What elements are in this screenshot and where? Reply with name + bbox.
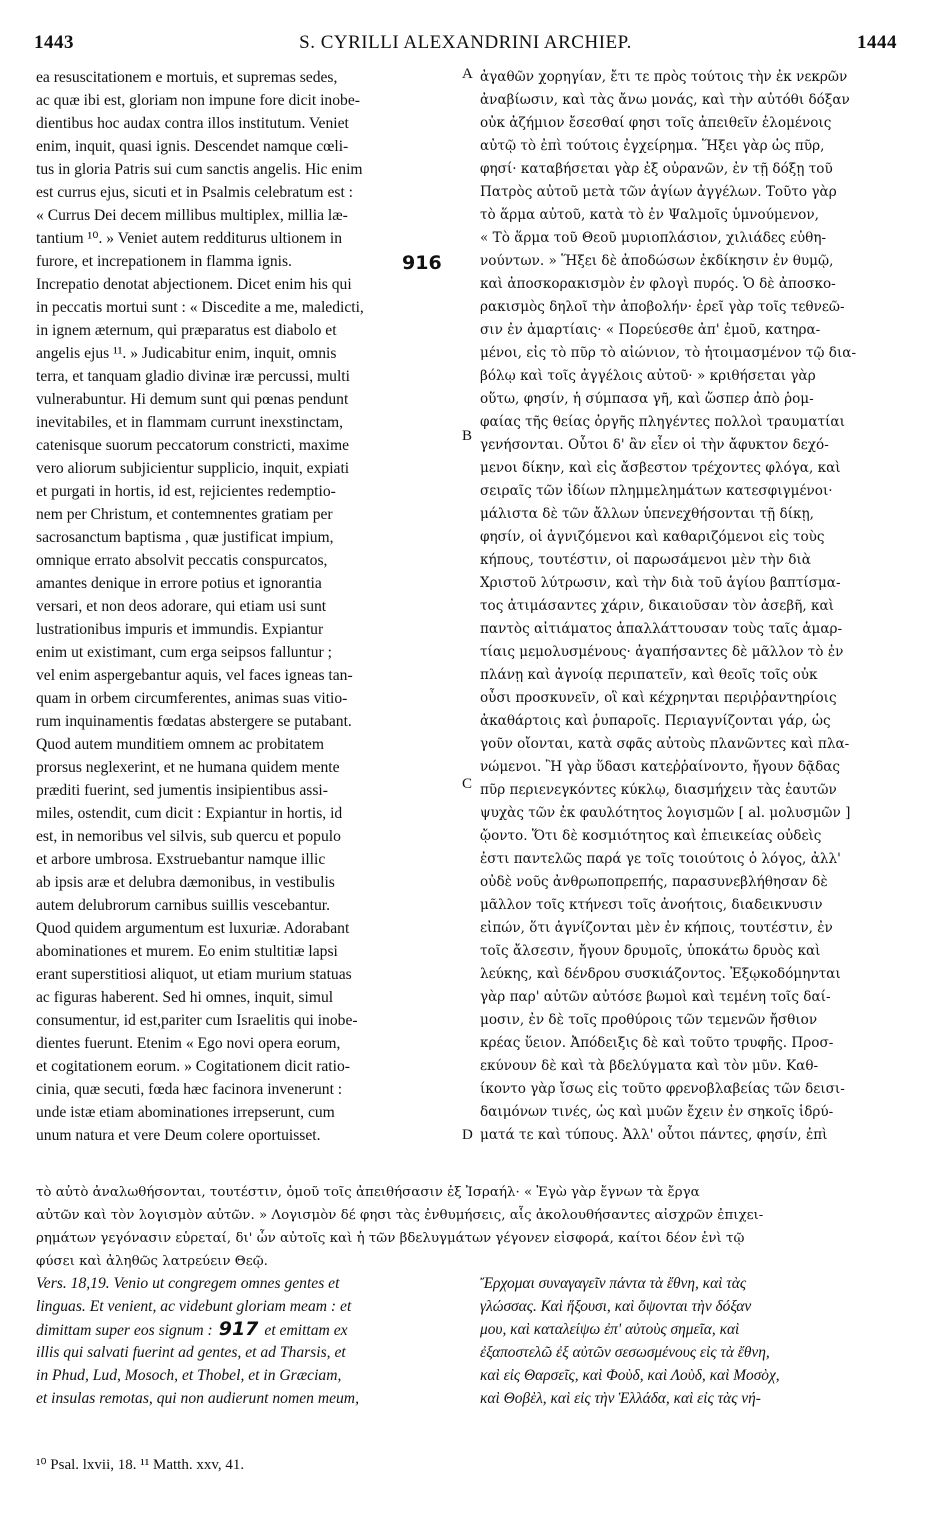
latin-text-line: ac figuras haberent. Sed hi omnes, inquit, simul [36,989,334,1006]
latin-text-line: catenisque suorum peccatorum constricti, maxime [36,437,350,454]
greek-full-line: φύσει καὶ ἀληθῶς λατρεύειν Θεῷ. [36,1254,268,1269]
greek-text-line: φαίας τῆς θείας ὀργῆς πληγέντες πολλοὶ τραυματίαι [480,414,845,430]
greek-text-line: παντὸς αἰτιάματος ἀπαλλάττουσαν τοὺς ταῖς ἁμαρ- [480,621,843,637]
greek-text-line: οὐκ ἀζήμιον ἔσεσθαί φησι τοῖς ἀπειθεῖν ἑλομένοις [480,115,832,131]
greek-text-line: νούντων. » Ἥξει δὲ ἀποδώσων ἐκδίκησιν ἐν θυμῷ, [480,253,834,269]
greek-text-line: εἰπών, ὅτι ἁγνίζονται μὲν ἐν κήποις, τουτέστιν, ἐν [480,920,833,936]
latin-text-line: vero aliorum subjicientur supplicio, inquit, expiati [36,460,350,477]
greek-text-line: τὸ ἅρμα αὐτοῦ, κατὰ τὸ ἐν Ψαλμοῖς ὑμνούμενον, [480,207,819,223]
latin-text-line: Increpatio denotat abjectionem. Dicet enim his qui [36,276,352,293]
latin-text-line: tus in gloria Patris sui cum sanctis angelis. Hic enim [36,161,363,178]
greek-text-line: οὐδὲ νοῦς ἀνθρωποπρεπής, παρασυνεβλήθησαν δὲ [480,874,828,890]
latin-text-line: versari, et non deos adorare, qui etiam usi sunt [36,598,327,615]
column-number-916: 916 [402,252,442,274]
greek-text-line: σιν ἐν ἁμαρτίαις· « Πορεύεσθε ἀπ' ἐμοῦ, κατηρα- [480,322,821,338]
latin-text-line: vulnerabuntur. Hi demum sunt qui pœnas pendunt [36,391,349,408]
latin-text-line: præditi fuerint, sed jumentis insipientibus assi- [36,782,328,799]
greek-full-width-block [36,1181,898,1273]
verse-greek-line: καὶ εἰς Θαρσεῖς, καὶ Φοὺδ, καὶ Λοὺδ, καὶ Μοσὸχ, [480,1367,780,1384]
latin-text-line: in peccatis mortui sunt : « Discedite a me, maledicti, [36,299,364,316]
latin-text-line: furore, et increpationem in flamma ignis. [36,253,292,270]
latin-text-line: prorsus neglexerint, et ne humana quidem mente [36,759,340,776]
greek-text-line: γὰρ παρ' αὐτῶν αὐτόσε βωμοὶ καὶ τεμένη τοῖς δαί- [480,989,831,1005]
greek-text-line: ρακισμὸς δηλοῖ τὴν ἀποβολήν· ἐρεῖ γὰρ τοῖς τεθνεῶ- [480,299,845,315]
greek-text-line: εκύνουν δὲ καὶ τὰ βδελύγματα καὶ τὸν μῦν. Καθ- [480,1058,819,1074]
greek-text-line: ίκοντο γὰρ ἴσως εἰς τοῦτο φρενοβλαβείας τῶν δεισι- [480,1081,845,1097]
column-number-917: 917 [218,1318,259,1340]
greek-text-line: μάλιστα δὲ τῶν ἄλλων ὑπενεχθήσονται τῇ δίκῃ, [480,506,814,522]
margin-marker-a: A [462,66,473,82]
latin-column [36,66,458,1147]
latin-text-line: ac quæ ibi est, gloriam non impune fore dicit inobe- [36,92,360,109]
latin-text-line: cinia, quæ secuti, fœda hæc facinora invenerunt : [36,1081,343,1098]
greek-text-line: ἐστι παντελῶς παρά γε τοῖς τοιούτοις ὁ λόγος, ἀλλ' [480,851,841,867]
greek-text-line: αὐτῷ τὸ ἐπὶ τούτοις ἐγχείρημα. Ἥξει γὰρ ὡς πῦρ, [480,138,825,154]
greek-text-line: μᾶλλον τοῖς κτήνεσι τοῖς ἀνοήτοις, διαδεικνυσιν [480,897,823,913]
greek-column [480,66,898,1147]
latin-text-line: inevitabiles, et in flammam currunt inexstinctam, [36,414,344,431]
latin-text-line: tantium ¹⁰. » Veniet autem redditurus ultionem in [36,230,343,247]
greek-text-line: κρέας ὕειον. Ἀπόδειξις δὲ καὶ τοῦτο τρυφῆς. Προσ- [480,1035,834,1051]
greek-text-line: ψυχὰς τῶν ἐκ φαυλότητος λογισμῶν [ al. μολυσμῶν ] [480,805,851,821]
greek-text-line: τος ἀτιμάσαντες χάριν, δικαιοῦσαν τὸν ἀσεβῆ, καὶ [480,598,835,614]
latin-text-line: vel enim aspergebantur aquis, vel faces igneas tan- [36,667,353,684]
greek-text-line: Χριστοῦ λύτρωσιν, καὶ τὴν διὰ τοῦ ἁγίου βαπτίσμα- [480,575,841,591]
latin-text-line: consumentur, id est,pariter cum Israelitis qui inobe- [36,1012,358,1029]
greek-text-line: γοῦν οἴονται, κατὰ σφᾶς αὐτοὺς πλανῶντες καὶ πλα- [480,736,850,752]
verse-latin-line: in Phud, Lud, Mosoch, et Thobel, et in Græciam, [36,1367,342,1384]
greek-full-line: αὐτῶν καὶ τὸν λογισμὸν αὐτῶν. » Λογισμὸν δέ φησι τὰς ἐνθυμήσεις, αἷς ἀκολουθήσαντες αἰσχρῶν ἐπιχει- [36,1208,764,1223]
verse-greek-line: καὶ Θοβὲλ, καὶ εἰς τὴν Ἑλλάδα, καὶ εἰς τὰς νή- [480,1390,761,1407]
greek-text-line: Πατρὸς αὐτοῦ μετὰ τῶν ἁγίων ἀγγέλων. Τοῦτο γὰρ [480,184,837,200]
latin-text-line: quam in orbem circumferentes, animas suas vitio- [36,690,348,707]
page-number-left: 1443 [34,32,74,53]
latin-text-line: dientibus hoc audax contra illos institutum. Veniet [36,115,349,132]
latin-text-line: dientes fuerunt. Etenim « Ego novi opera eorum, [36,1035,341,1052]
latin-text-line: enim, inquit, quasi ignis. Descendet namque cœli- [36,138,349,155]
verse-latin-line: illis qui salvati fuerint ad gentes, et ad Tharsis, et [36,1344,346,1361]
greek-full-line: τὸ αὐτὸ ἀναλωθήσονται, τουτέστιν, ὁμοῦ τοῖς ἀπειθήσασιν ἐξ Ἰσραήλ· « Ἐγὼ γὰρ ἔγνων τὰ ἔργα [36,1185,700,1200]
footnotes: ¹⁰ Psal. lxvii, 18. ¹¹ Matth. xxv, 41. [36,1457,245,1473]
greek-text-line: λεύκης, καὶ δένδρου συσκιάζοντος. Ἐξῳκοδόμηνται [480,966,841,982]
greek-text-line: πῦρ περιενεγκόντες κύκλῳ, διασμήχειν τὰς ἑαυτῶν [480,782,837,798]
latin-text-line: enim ut existimant, cum erga seipsos falluntur ; [36,644,332,661]
latin-text-line: in ignem æternum, qui præparatus est diabolo et [36,322,337,339]
latin-text-line: et purgati in hortis, id est, rejicientes redemptio- [36,483,336,500]
greek-text-line: φησίν, οἱ ἁγνιζόμενοι καὶ καθαριζόμενοι εἰς τοὺς [480,529,825,545]
latin-text-line: omnique errato absolvit peccatis conspurcatos, [36,552,328,569]
verse-greek-line: Ἔρχομαι συναγαγεῖν πάντα τὰ ἔθνη, καὶ τὰς [480,1275,747,1292]
greek-text-line: οὖσι προσκυνεῖν, οἳ καὶ κέχρηνται περιῤῥαντηρίοις [480,690,837,706]
greek-text-line: μένοι, εἰς τὸ πῦρ τὸ αἰώνιον, τὸ ἡτοιμασμένον τῷ δια- [480,345,857,361]
latin-text-line: est, in nemoribus vel silvis, sub quercu et populo [36,828,341,845]
latin-text-line: ab ipsis aræ et delubra dæmonibus, in vestibulis [36,874,335,891]
latin-text-line: erant superstitiosi aliquot, ut etiam murium statuas [36,966,352,983]
latin-text-line: terra, et tanquam gladio divinæ iræ percussi, multi [36,368,350,385]
verse-latin-line: et insulas remotas, qui non audierunt nomen meum, [36,1390,359,1407]
verse-greek-line: ἐξαποστελῶ ἐξ αὐτῶν σεσωσμένους εἰς τὰ ἔθνη, [480,1344,770,1361]
greek-text-line: μοσιν, ἐν δὲ τοῖς προθύροις τῶν τεμενῶν ἤσθιον [480,1012,818,1028]
margin-marker-b: B [462,428,473,444]
verse-latin-continuation: et emittam ex [264,1322,348,1339]
running-header [34,32,897,58]
greek-text-line: δαιμόνων τινές, ὡς καὶ μυῶν ἔχειν ἐν σηκοῖς ἱδρύ- [480,1104,834,1120]
greek-text-line: γενήσονται. Οὗτοι δ' ἂν εἶεν οἱ τὴν ἄφυκτον δεχό- [480,437,829,453]
greek-text-line: καὶ ἀποσκορακισμὸν ἐν φλογὶ πυρός. Ὁ δὲ ἀποσκο- [480,276,836,292]
verse-latin-block [36,1272,454,1410]
greek-text-line: οὕτω, φησίν, ἡ σύμπασα γῆ, καὶ ὥσπερ ἀπὸ ῥομ- [480,391,814,407]
greek-text-line: σειραῖς τῶν ἰδίων πλημμελημάτων κατεσφιγμένοι· [480,483,833,499]
latin-text-line: nem per Christum, et contemnentes gratiam per [36,506,333,523]
verse-latin-line: linguas. Et venient, ac videbunt gloriam meam : et [36,1298,352,1315]
running-title: S. CYRILLI ALEXANDRINI ARCHIEP. [299,32,632,53]
latin-text-line: est currus ejus, sicuti et in Psalmis celebratum est : [36,184,354,201]
greek-text-line: πλάνῃ καὶ ἀγνοίᾳ περιπατεῖν, καὶ θεοῖς τοῖς οὐκ [480,667,818,683]
latin-text-line: unde istæ etiam abominationes irrepserunt, cum [36,1104,335,1121]
verse-greek-line: μου, καὶ καταλείψω ἐπ' αὐτοὺς σημεῖα, καὶ [480,1321,740,1338]
latin-text-line: amantes denique in errore potius et ignorantia [36,575,322,592]
latin-text-line: rum inquinamentis fœdatas abstergere se putabant. [36,713,352,730]
greek-text-line: νώμενοι. Ἢ γὰρ ὕδασι κατεῤῥαίνοντο, ἤγουν δᾷδας [480,759,841,775]
latin-text-line: et arbore umbrosa. Exstruebantur namque illic [36,851,326,868]
greek-text-line: φησί· καταβήσεται γὰρ ἐξ οὐρανῶν, ἐν τῇ δόξῃ τοῦ [480,161,833,177]
greek-text-line: ἀναβίωσιν, καὶ τὰς ἄνω μονάς, καὶ τὴν αὐτόθι δόξαν [480,92,850,108]
latin-text-line: et cogitationem eorum. » Cogitationem dicit ratio- [36,1058,350,1075]
greek-text-line: ματά τε καὶ τύπους. Ἀλλ' οὗτοι πάντες, φησίν, ἐπὶ [480,1127,828,1143]
greek-text-line: « Τὸ ἅρμα τοῦ Θεοῦ μυριοπλάσιον, χιλιάδες εὐθη- [480,230,827,246]
greek-text-line: κήπους, τουτέστιν, οἱ παρωσάμενοι μὲν τὴν διὰ [480,552,811,568]
latin-text-line: Quod autem munditiem omnem ac probitatem [36,736,324,753]
greek-text-line: μενοι δίκην, καὶ εἰς ἄσβεστον τρέχοντες φλόγα, καὶ [480,460,841,476]
latin-text-line: unum natura et vere Deum colere oportuisset. [36,1127,321,1144]
latin-text-line: lustrationibus impuris et immundis. Expiantur [36,621,324,638]
latin-text-line: abominationes et murem. Eo enim stultitiæ lapsi [36,943,338,960]
verse-greek-line: γλώσσας. Καὶ ἥξουσι, καὶ ὄψονται τὴν δόξαν [480,1298,752,1315]
latin-text-line: autem delubrorum carnibus suillis vescebantur. [36,897,331,914]
greek-text-line: ἀγαθῶν χορηγίαν, ἔτι τε πρὸς τούτοις τὴν ἐκ νεκρῶν [480,69,848,85]
greek-text-line: τοῖς ἄλσεσιν, ἤγουν δρυμοῖς, ὑποκάτω δρυὸς καὶ [480,943,821,959]
latin-text-line: angelis ejus ¹¹. » Judicabitur enim, inquit, omnis [36,345,337,362]
greek-text-line: βόλῳ καὶ τοῖς ἀγγέλοις αὐτοῦ· » κριθήσεται γὰρ [480,368,816,384]
verse-latin-line: dimittam super eos signum : 917 et emittam ex [36,1318,348,1340]
margin-marker-c: C [462,776,473,792]
greek-text-line: ᾤοντο. Ὅτι δὲ κοσμιότητος καὶ ἐπιεικείας οὐδεὶς [480,828,822,844]
latin-text-line: Quod quidem argumentum est luxuriæ. Adorabant [36,920,350,937]
verse-greek-block [480,1272,898,1410]
latin-text-line: « Currus Dei decem millibus multiplex, millia læ- [36,207,348,224]
latin-text-line: sacrosanctum baptisma , quæ justificat impium, [36,529,334,546]
margin-marker-d: D [462,1127,473,1143]
greek-text-line: ἀκαθάρτοις καὶ ῥυπαροῖς. Περιαγνίζονται γάρ, ὡς [480,713,831,729]
greek-text-line: τίαις μεμολυσμένους· ἀγαπήσαντες δὲ μᾶλλον τὸ ἐν [480,644,844,660]
page-number-right: 1444 [857,32,897,53]
greek-full-line: ρημάτων γεγόνασιν εὑρεταί, δι' ὧν αὐτοῖς καὶ ἡ τῶν βδελυγμάτων γέγονεν εἰσφορά, καίτοι δέον ἑνὶ τῷ [36,1231,745,1246]
latin-text-line: ea resuscitationem e mortuis, et supremas sedes, [36,69,338,86]
latin-text-line: miles, ostendit, cum dicit : Expiantur in hortis, id [36,805,343,822]
verse-latin-line: Vers. 18,19. Venio ut congregem omnes gentes et [36,1275,340,1292]
